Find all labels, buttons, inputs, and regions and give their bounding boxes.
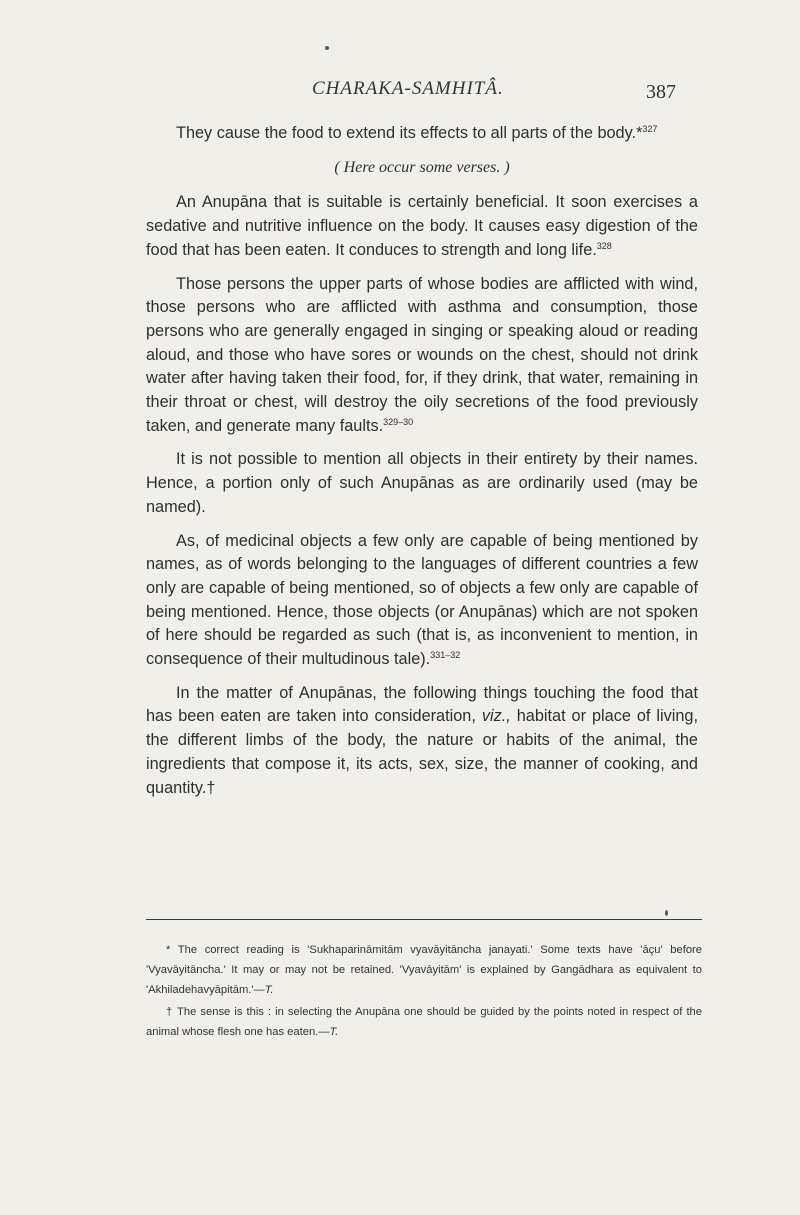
paragraph-text: As, of medicinal objects a few only are capable of being mentioned by names, as of words belonging to the languages of different countries a few only are capable of being mentioned, so of objects a few only are capable of being mentioned. Hence, those objects (or Anupānas) which are not spoken of here should be regarded as such (that is, as inconvenient to mention, in consequence of their multudinous tale).: [146, 531, 698, 669]
verse-reference: 328: [596, 240, 612, 251]
paragraph-text: In the matter of Anupānas, the following things touching the food that has been eaten are taken into consideration,: [146, 683, 698, 726]
paragraph-text: They cause the food to extend its effects to all parts of the body.*: [176, 124, 643, 142]
paragraph: [146, 191, 698, 262]
footnotes: [146, 940, 702, 1044]
paragraph-text: It is not possible to mention all objects in their entirety by their names. Hence, a portion only of such Anupānas as are ordinarily used (may be named).: [146, 450, 698, 516]
footnote-text: † The sense is this : in selecting the Anupāna one should be guided by the points noted in respect of the animal whose flesh one has eaten.—: [146, 1006, 702, 1038]
paragraph: [146, 530, 698, 672]
paragraph: [146, 122, 698, 146]
footnote: [146, 940, 702, 1000]
verses-note: ( Here occur some verses. ): [334, 158, 510, 176]
paragraph-text: Those persons the upper parts of whose bodies are afflicted with wind, those persons who are afflicted with asthma and consumption, those persons who are generally engaged in singing or speaking aloud or reading aloud, and those who have sores or wounds on the chest, should not drink water after having taken their food, for, if they drink, that water, remaining in their throat or chest, will destroy the oily secretions of the food previously taken, and generate many faults.: [146, 274, 698, 435]
verse-reference: 329–30: [383, 416, 414, 427]
translator-signature: T.: [329, 1026, 339, 1038]
ink-speck: [665, 910, 668, 916]
paragraph: [146, 682, 698, 801]
paragraph-text: habitat or place of living, the different limbs of the body, the nature or habits of the animal, the ingredients that compose it, its acts, sex, size, the manner of cooking, and quantity.†: [146, 707, 699, 797]
paragraph-text: An Anupāna that is suitable is certainly beneficial. It soon exercises a sedative and nutritive influence on the body. It causes easy digestion of the food that has been eaten. It conduces to strength and long life.: [146, 193, 698, 259]
footnote: [146, 1002, 702, 1042]
running-head-title: CHARAKA-SAMHITÂ.: [312, 78, 504, 99]
verse-reference: 331–32: [430, 650, 461, 661]
footnote-divider: [146, 919, 702, 920]
ink-speck: [325, 46, 329, 50]
translator-signature: T.: [264, 984, 274, 996]
verse-reference: 327: [642, 124, 658, 134]
italic-abbreviation: viz.,: [481, 707, 511, 726]
paragraph: [146, 448, 698, 519]
page-number: 387: [646, 81, 676, 103]
footnote-text: * The correct reading is 'Sukhaparināmitām vyavāyitāncha janayati.' Some texts have 'āçu' before 'Vyavāyitāncha.' It may or may not be retained. 'Vyavāyitām' is explained by Gangādhara as equivalent to 'Akhiladehavyāpitām.'—: [146, 944, 702, 996]
main-text: [146, 122, 698, 810]
paragraph: [146, 273, 698, 439]
